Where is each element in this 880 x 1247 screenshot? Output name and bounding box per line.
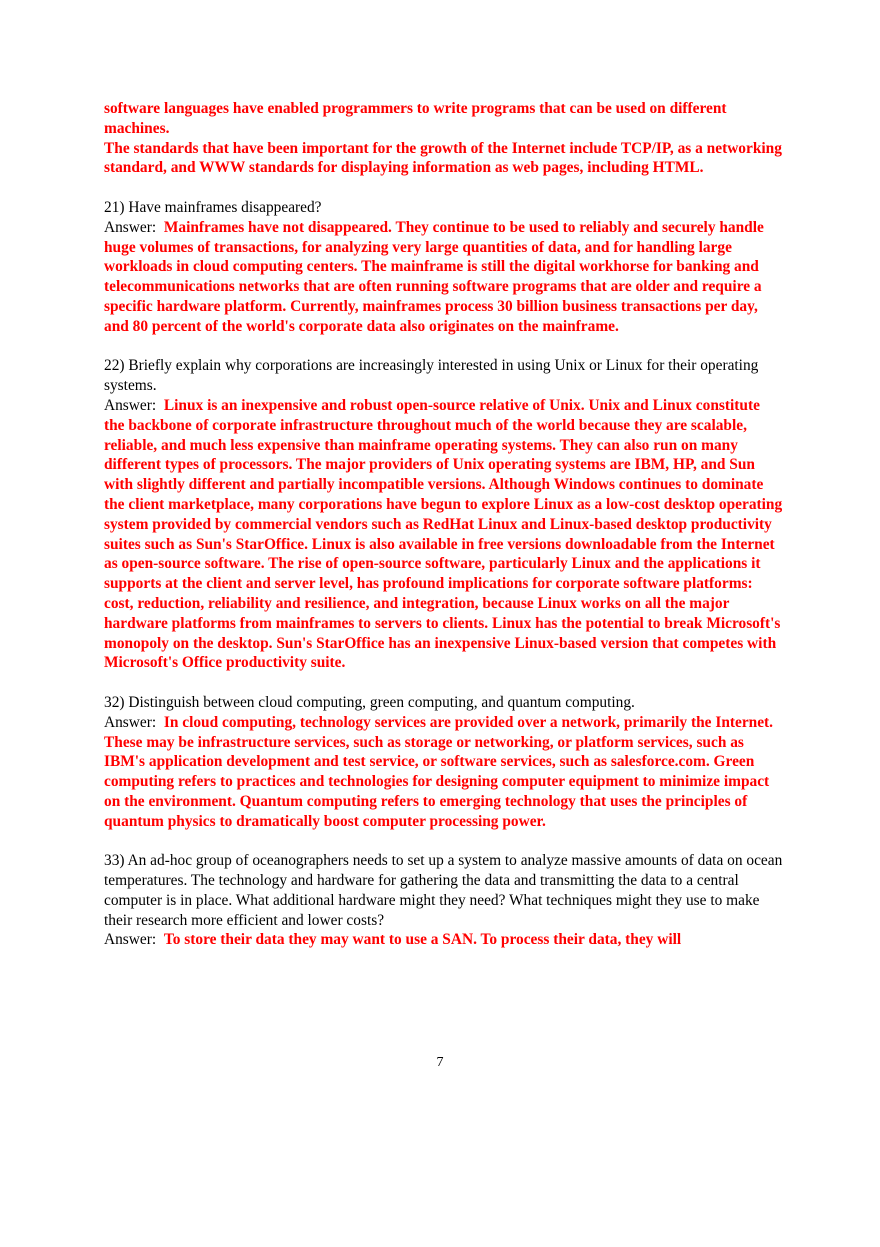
answer-paragraph <box>104 396 784 673</box>
answer-paragraph <box>104 713 784 832</box>
page-content <box>104 99 784 950</box>
answer-label: Answer: <box>104 931 157 949</box>
question-block-21 <box>104 198 784 337</box>
page-number: 7 <box>436 1055 444 1070</box>
answer-text: To store their data they may want to use a SAN. To process their data, they will <box>163 931 682 949</box>
answer-paragraph <box>104 218 784 337</box>
answer-label: Answer: <box>104 713 157 731</box>
spacer <box>104 831 784 851</box>
answer-text: Linux is an inexpensive and robust open-source relative of Unix. Unix and Linux constitute the backbone of corporate infrastructure throughout much of the world because they are scalable, reliable, and much less expensive than mainframe operating systems. They can also run on many different types of processors. The major providers of Unix operating systems are IBM, HP, and Sun with slightly different and partially incompatible versions. Although Windows continues to dominate the client marketplace, many corporations have begun to explore Linux as a low-cost desktop operating system provided by commercial vendors such as RedHat Linux and Linux-based desktop productivity suites such as Sun's StarOffice. Linux is also available in free versions downloadable from the Internet as open-source software. The rise of open-source software, particularly Linux and the applications it supports at the client and server level, has profound implications for corporate software platforms: cost, reduction, reliability and resilience, and integration, because Linux works on all the major hardware platforms from mainframes to servers to clients. Linux has the potential to break Microsoft's monopoly on the desktop. Sun's StarOffice has an inexpensive Linux-based version that competes with Microsoft's Office productivity suite. <box>104 396 783 672</box>
intro-paragraph-1: software languages have enabled programmers to write programs that can be used on different machines. <box>104 100 727 137</box>
answer-paragraph <box>104 930 784 950</box>
spacer <box>104 178 784 198</box>
question-block-32 <box>104 693 784 832</box>
question-text: 32) Distinguish between cloud computing, green computing, and quantum computing. <box>104 693 635 711</box>
intro-paragraph-2: The standards that have been important for the growth of the Internet include TCP/IP, as a networking standard, and WWW standards for displaying information as web pages, including HTML. <box>104 139 782 177</box>
question-block-22 <box>104 356 784 673</box>
answer-label: Answer: <box>104 218 157 236</box>
question-text: 21) Have mainframes disappeared? <box>104 198 322 216</box>
question-text: 22) Briefly explain why corporations are increasingly interested in using Unix or Linux for their operating systems. <box>104 357 759 395</box>
question-text: 33) An ad-hoc group of oceanographers needs to set up a system to analyze massive amounts of data on ocean temperatures. The technology and hardware for gathering the data and transmitting the data to a central computer is in place. What additional hardware might they need? What techniques might they use to make their research more efficient and lower costs? <box>104 852 783 929</box>
question-block-33 <box>104 851 784 950</box>
answer-text: In cloud computing, technology services are provided over a network, primarily the Internet. These may be infrastructure services, such as storage or networking, or platform services, such as IBM's application development and test service, or software services, such as salesforce.com. Green computing refers to practices and technologies for designing computer equipment to minimize impact on the environment. Quantum computing refers to emerging technology that uses the principles of quantum physics to dramatically boost computer processing power. <box>104 713 774 830</box>
spacer <box>104 673 784 693</box>
answer-text: Mainframes have not disappeared. They continue to be used to reliably and securely handle huge volumes of transactions, for analyzing very large quantities of data, and for handling large workloads in cloud computing centers. The mainframe is still the digital workhorse for banking and telecommunications networks that are often running software programs that are older and require a specific hardware platform. Currently, mainframes process 30 billion business transactions per day, and 80 percent of the world's corporate data also originates on the mainframe. <box>104 218 764 335</box>
spacer <box>104 337 784 357</box>
answer-label: Answer: <box>104 396 157 414</box>
